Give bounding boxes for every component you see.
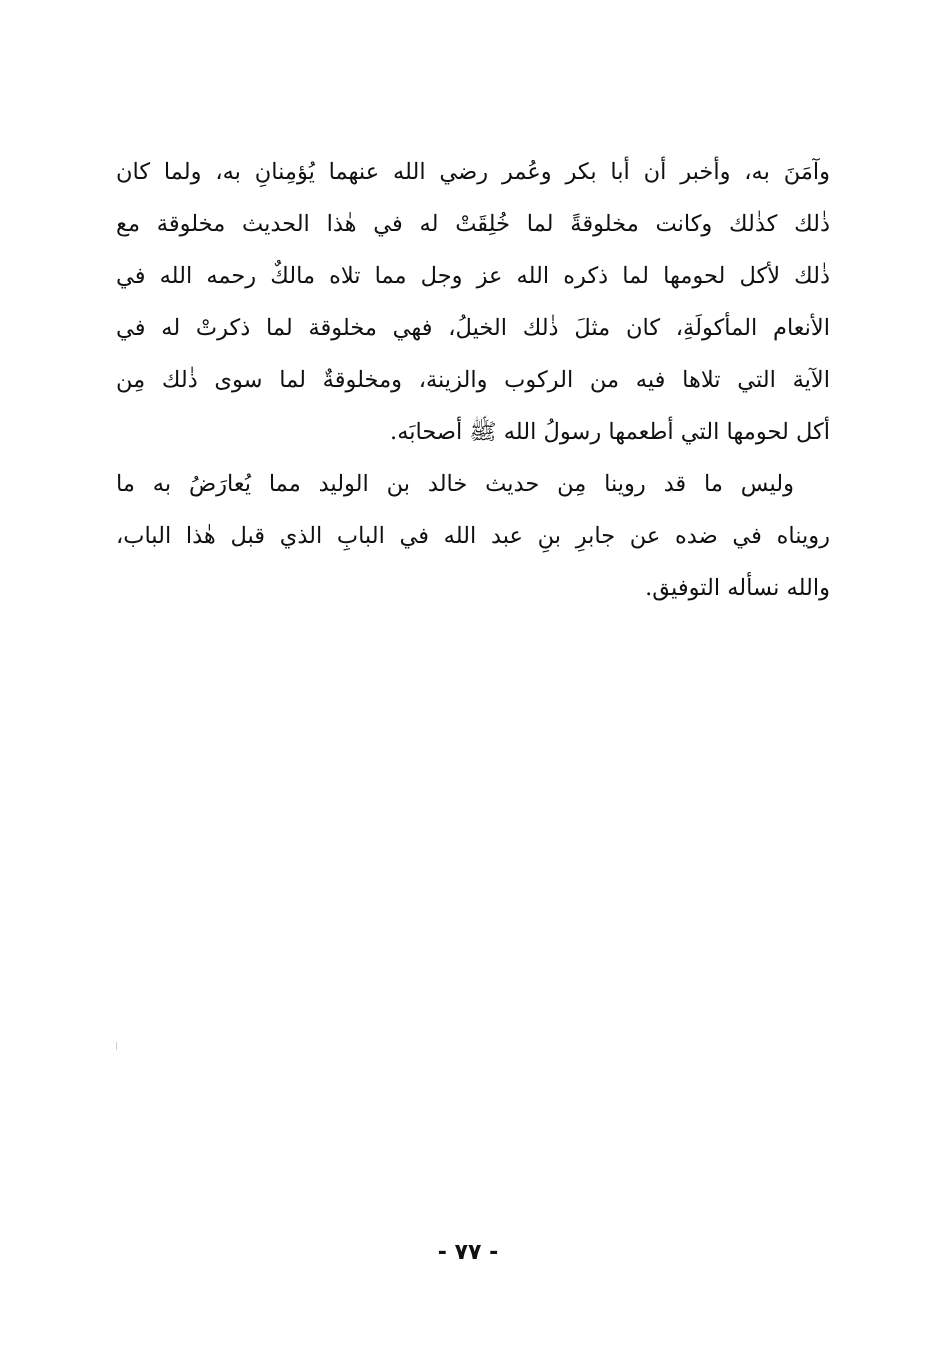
page-number: - ٧٧ -	[437, 1240, 499, 1265]
paragraph-2	[116, 458, 830, 614]
paragraph-line: وآمَنَ به، وأخبر أن أبا بكر وعُمر رضي الله عنهما يُؤمِنانِ به، ولما كان	[116, 159, 830, 185]
paragraph-line: الآية التي تلاها فيه من الركوب والزينة، ومخلوقةٌ لما سوى ذٰلك مِن	[116, 367, 830, 393]
paragraph-line: والله نسأله التوفيق.	[645, 575, 830, 601]
paragraph-line: الأنعام المأكولَةِ، كان مثلَ ذٰلك الخيلُ، فهي مخلوقة لما ذكرتْ له في	[116, 315, 830, 341]
paragraph-line: وليس ما قد روينا مِن حديث خالد بن الوليد مما يُعارَضُ به ما	[116, 471, 794, 497]
paragraph-line: ذٰلك كذٰلك وكانت مخلوقةً لما خُلِقَتْ له في هٰذا الحديث مخلوقة مع	[116, 211, 830, 237]
margin-mark	[116, 1042, 117, 1050]
paragraph-line: ذٰلك لأكل لحومها لما ذكره الله عز وجل مما تلاه مالكٌ رحمه الله في	[116, 263, 830, 289]
paragraph-line: أكل لحومها التي أطعمها رسولُ الله ﷺ أصحابَه.	[390, 419, 830, 445]
paragraph-1	[116, 146, 830, 458]
paragraph-line: رويناه في ضده عن جابرِ بنِ عبد الله في البابِ الذي قبل هٰذا الباب،	[116, 523, 830, 549]
